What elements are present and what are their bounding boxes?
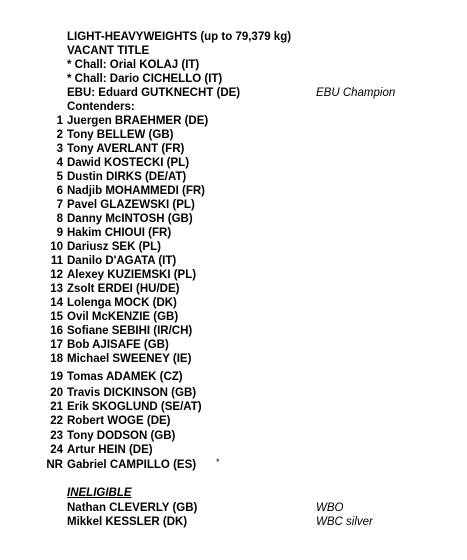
contender-name: Danny McINTOSH (GB) — [67, 213, 193, 225]
contender-rank: 18 — [50, 353, 63, 365]
contender-name: Alexey KUZIEMSKI (PL) — [67, 269, 197, 281]
contender-name: Robert WOGE (DE) — [67, 415, 171, 427]
contender-row — [0, 198, 467, 213]
contender-rank: 8 — [56, 213, 63, 225]
contender-row — [0, 128, 467, 143]
contender-row — [0, 370, 467, 385]
vacant-title: VACANT TITLE — [67, 45, 150, 57]
contender-rank: 21 — [50, 401, 63, 413]
contender-name: Tomas ADAMEK (CZ) — [67, 371, 183, 383]
contender-name: Michael SWEENEY (IE) — [67, 353, 192, 365]
contender-rank: NR — [46, 459, 63, 471]
ebu-champion-note: EBU Champion — [316, 87, 396, 99]
ineligible-row: Nathan CLEVERLY (GB) WBO — [67, 502, 344, 514]
contender-row — [0, 296, 467, 311]
contender-rank: 23 — [50, 430, 63, 442]
contender-name: Danilo D'AGATA (IT) — [67, 255, 177, 267]
contender-name: Travis DICKINSON (GB) — [67, 387, 197, 399]
contender-row — [0, 310, 467, 325]
contender-row — [0, 184, 467, 199]
contender-row — [0, 429, 467, 444]
contender-rank: 20 — [50, 387, 63, 399]
contender-rank: 22 — [50, 415, 63, 427]
contender-name: Pavel GLAZEWSKI (PL) — [67, 199, 195, 211]
contender-name: Ovil McKENZIE (GB) — [67, 311, 179, 323]
contender-name: Artur HEIN (DE) — [67, 444, 153, 456]
contender-rank: 6 — [56, 185, 63, 197]
contender-name: Juergen BRAEHMER (DE) — [67, 115, 209, 127]
contender-row — [0, 170, 467, 185]
contender-rank: 1 — [56, 115, 63, 127]
challenger-2: * Chall: Dario CICHELLO (IT) — [67, 73, 223, 85]
contender-name: Dustin DIRKS (DE/AT) — [67, 171, 187, 183]
asterisk-mark: * — [216, 457, 220, 467]
contender-name: Sofiane SEBIHI (IR/CH) — [67, 325, 193, 337]
contender-name: Nadjib MOHAMMEDI (FR) — [67, 185, 205, 197]
contender-rank: 15 — [50, 311, 63, 323]
contender-row — [0, 352, 467, 367]
contender-rank: 7 — [56, 199, 63, 211]
division-title: LIGHT-HEAVYWEIGHTS (up to 79,379 kg) — [67, 31, 292, 43]
contender-name: Dariusz SEK (PL) — [67, 241, 161, 253]
contender-row — [0, 226, 467, 241]
contender-name: Dawid KOSTECKI (PL) — [67, 157, 190, 169]
contender-row — [0, 156, 467, 171]
contender-row — [0, 240, 467, 255]
challenger-1: * Chall: Orial KOLAJ (IT) — [67, 59, 200, 71]
contender-row — [0, 458, 467, 473]
contender-name: Zsolt ERDEI (HU/DE) — [67, 283, 180, 295]
contender-rank: 2 — [56, 129, 63, 141]
contender-row — [0, 414, 467, 429]
contender-row — [0, 282, 467, 297]
contender-rank: 19 — [50, 371, 63, 383]
contender-rank: 5 — [56, 171, 63, 183]
contender-row — [0, 114, 467, 129]
contender-rank: 10 — [50, 241, 63, 253]
contender-row — [0, 324, 467, 339]
contender-rank: 9 — [56, 227, 63, 239]
ineligible-row: Mikkel KESSLER (DK) WBC silver — [67, 516, 373, 528]
contender-rank: 4 — [56, 157, 63, 169]
contender-rank: 24 — [50, 444, 63, 456]
contender-rank: 11 — [50, 255, 63, 267]
ineligible-label: INELIGIBLE — [67, 487, 132, 499]
contender-row — [0, 212, 467, 227]
contender-rank: 14 — [50, 297, 63, 309]
contender-row — [0, 268, 467, 283]
contender-rank: 13 — [50, 283, 63, 295]
contender-rank: 12 — [50, 269, 63, 281]
contender-name: Lolenga MOCK (DK) — [67, 297, 177, 309]
contender-row — [0, 142, 467, 157]
contender-rank: 16 — [50, 325, 63, 337]
contender-name: Tony AVERLANT (FR) — [67, 143, 185, 155]
contender-name: Bob AJISAFE (GB) — [67, 339, 169, 351]
contender-row — [0, 400, 467, 415]
contender-rank: 3 — [56, 143, 63, 155]
contender-rank: 17 — [50, 339, 63, 351]
contender-row — [0, 386, 467, 401]
contender-row — [0, 254, 467, 269]
contender-name: Gabriel CAMPILLO (ES) — [67, 459, 197, 471]
contender-name: Hakim CHIOUI (FR) — [67, 227, 172, 239]
contender-row — [0, 338, 467, 353]
contenders-label: Contenders: — [67, 101, 135, 113]
ebu-champion-row: EBU: Eduard GUTKNECHT (DE) EBU Champion — [67, 87, 396, 99]
contender-row — [0, 443, 467, 458]
contender-name: Tony BELLEW (GB) — [67, 129, 174, 141]
contender-name: Erik SKOGLUND (SE/AT) — [67, 401, 202, 413]
contender-name: Tony DODSON (GB) — [67, 430, 176, 442]
